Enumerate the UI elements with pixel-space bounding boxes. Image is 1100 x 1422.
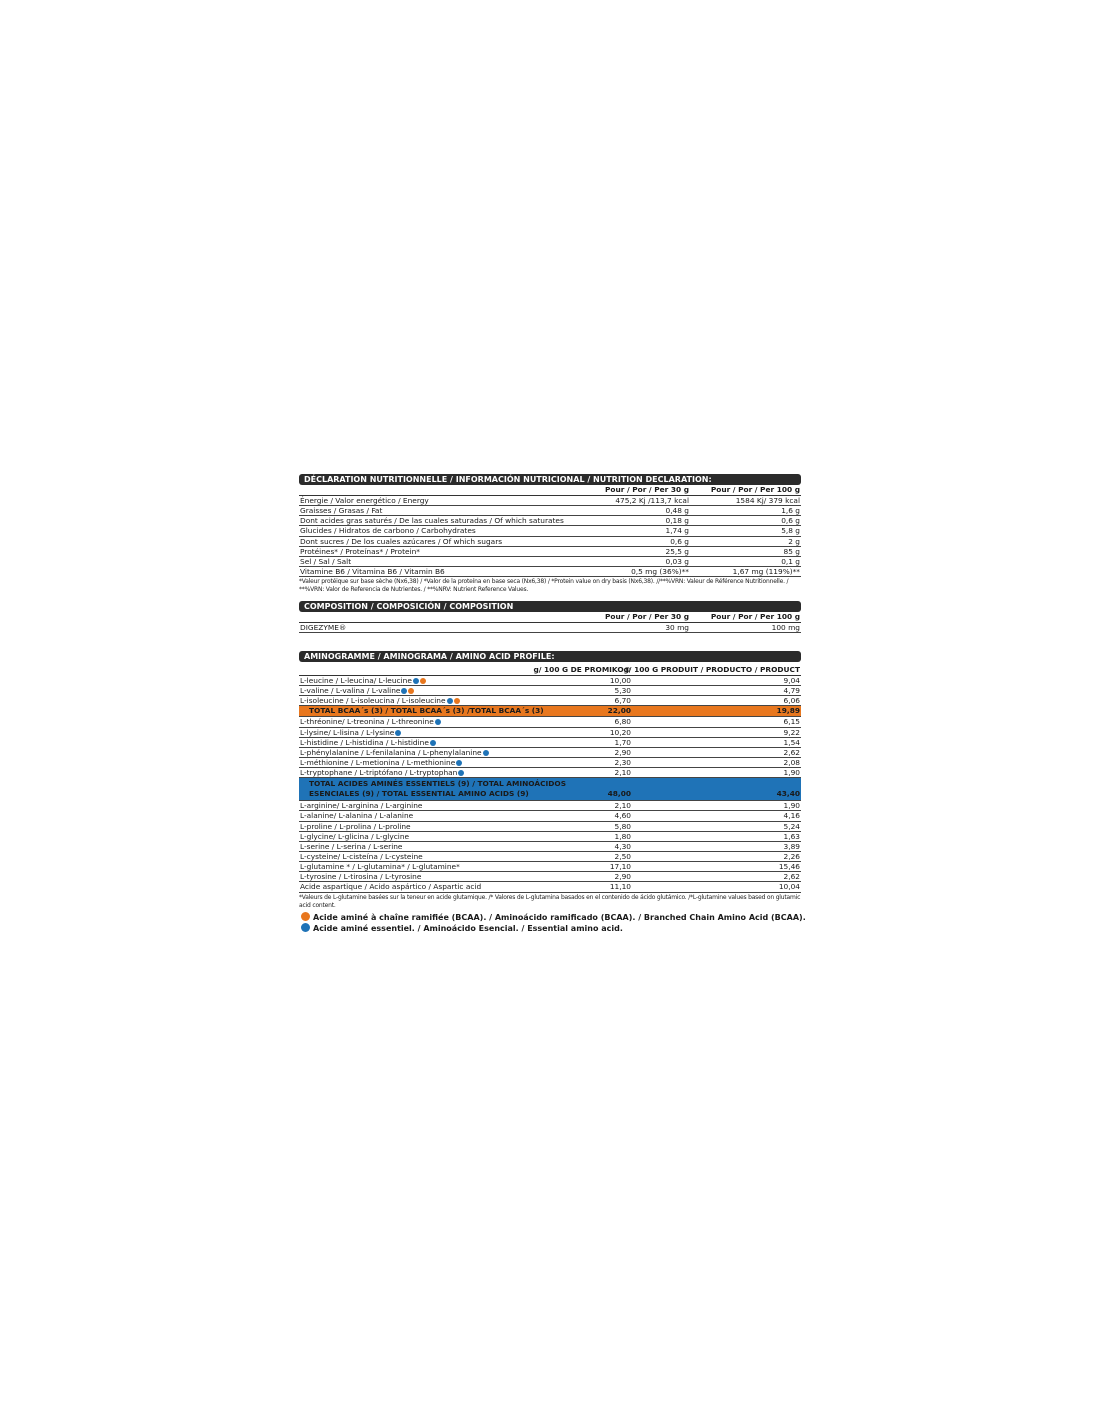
nutrition-declaration [299,474,801,594]
blue-dot-icon [430,740,436,746]
bcaa-total-row [299,706,801,717]
amino-value-2: 1,63 [783,831,800,841]
amino-name [300,872,421,881]
amino-value-1: 5,30 [614,686,631,696]
amino-name-text: L-isoleucine / L-isoleucina / L-isoleucine [300,696,446,706]
amino-name-text: L-méthionine / L-metionina / L-methionine [300,757,456,767]
bcaa-total-promiko: 22,00 [607,706,631,716]
nutrition-name [300,506,382,515]
amino-value-2: 1,90 [783,801,800,811]
blue-dot-icon [447,698,453,704]
essential-total-row [299,778,801,801]
amino-name [300,852,423,861]
nutrition-value-2: 85 g [783,546,800,556]
nutrition-name [300,567,445,576]
amino-value-1: 6,80 [614,717,631,727]
amino-value-1: 11,10 [609,882,631,892]
amino-row [299,758,801,768]
nutrition-rows [299,496,801,577]
amino-value-2: 9,22 [783,727,800,737]
composition-title: COMPOSITION / COMPOSICIÓN / COMPOSITION [299,601,801,612]
nutrition-value-1: 0,18 g [665,516,689,526]
amino-row [299,728,801,738]
amino-value-1: 4,60 [614,811,631,821]
nutrition-value-2: 1,6 g [781,506,800,516]
composition-section [299,601,801,633]
amino-name [300,842,402,851]
amino-value-2: 9,04 [783,676,800,685]
nutrition-name [300,547,420,556]
amino-name [300,768,464,777]
amino-rows-other [299,801,801,892]
nutrition-row [299,506,801,516]
nutrition-footnote: *Valeur protéique sur base sèche (Nx6,38) / *Valor de la proteína en base seca (Nx6,38) / *Protein value on dry basis (Nx6,38). //**%VRN: Valeur de Référence Nutritionnelle. / **%VRN: Valor de Referencia de Nutrientes. / **%NRV: Nutrient Reference Values. [299,578,789,594]
amino-value-1: 6,70 [614,696,631,706]
essential-total-product: 43,40 [776,789,800,799]
amino-name-text: L-leucine / L-leucina/ L-leucine [300,676,412,685]
amino-value-1: 2,50 [614,851,631,861]
amino-name [300,686,414,695]
amino-row [299,801,801,811]
amino-name-text: L-tryptophane / L-triptófano / L-tryptophan [300,768,458,778]
bcaa-total-product: 19,89 [776,706,800,716]
amino-value-2: 1,90 [783,768,800,778]
nutrition-header [299,485,801,496]
composition-rows [299,623,801,633]
nutrition-row [299,516,801,526]
amino-value-1: 2,10 [614,768,631,778]
amino-name-text: L-histidine / L-histidina / L-histidine [300,737,429,747]
nutrition-name-text: Dont acides gras saturés / De las cuales saturadas / Of which saturates [300,516,564,526]
amino-value-1: 2,90 [614,872,631,882]
amino-name-text: Acide aspartique / Acido aspártico / Aspartic acid [300,882,482,892]
essential-total-label: TOTAL ACIDES AMINÉS ESSENTIELS (9) / TOTAL AMINOÁCIDOS ESENCIALES (9) / TOTAL ESSENTIAL AMINO ACIDS (9) [309,779,567,799]
legend-essential-text: Acide aminé essentiel. / Aminoácido Esencial. / Essential amino acid. [313,923,623,933]
amino-title: AMINOGRAMME / AMINOGRAMA / AMINO ACID PROFILE: [299,651,801,662]
nutrition-col-100g: Pour / Por / Per 100 g [710,485,800,494]
amino-value-1: 2,30 [614,757,631,767]
amino-value-2: 10,04 [778,882,800,892]
amino-value-2: 6,06 [783,696,800,706]
amino-value-1: 2,10 [614,801,631,811]
composition-header [299,612,801,623]
nutrition-title: DÉCLARATION NUTRITIONNELLE / INFORMACIÓN NUTRICIONAL / NUTRITION DECLARATION: [299,474,801,485]
amino-rows-bcaa [299,676,801,706]
orange-dot-icon [408,688,414,694]
composition-row [299,623,801,633]
nutrition-name-text: Graisses / Grasas / Fat [300,506,383,516]
nutrition-row [299,537,801,547]
legend-bcaa-text: Acide aminé à chaîne ramifiée (BCAA). / Aminoácido ramificado (BCAA). / Branched Chain Amino Acid (BCAA). [313,912,806,922]
nutrition-value-2: 1584 Kj/ 379 kcal [735,496,800,505]
amino-name [300,758,462,767]
amino-name [300,696,460,705]
amino-value-1: 5,80 [614,821,631,831]
amino-name-text: L-valine / L-valina / L-valine [300,686,401,696]
amino-name-text: L-alanine/ L-alanina / L-alanine [300,811,414,821]
amino-name-text: L-proline / L-prolina / L-proline [300,821,411,831]
amino-name [300,832,409,841]
blue-dot-icon [483,750,489,756]
orange-dot-icon [454,698,460,704]
nutrition-value-2: 0,1 g [781,556,800,566]
amino-value-2: 2,08 [783,757,800,767]
nutrition-name-text: Dont sucres / De los cuales azúcares / Of which sugars [300,536,503,546]
composition-name [300,623,346,632]
nutrition-value-1: 25,5 g [665,546,689,556]
amino-row [299,717,801,727]
amino-col-product: g/ 100 G PRODUIT / PRODUCTO / PRODUCT [623,665,800,674]
amino-value-2: 6,15 [783,717,800,727]
bcaa-total-label: TOTAL BCAA´s (3) / TOTAL BCAA´s (3) /TOTAL BCAA´s (3) [309,706,544,716]
amino-name [300,748,489,757]
amino-value-2: 3,89 [783,841,800,851]
blue-dot-icon [458,770,464,776]
blue-dot-icon [435,719,441,725]
nutrition-row [299,526,801,536]
composition-col-100g: Pour / Por / Per 100 g [710,612,800,621]
composition-col-30g: Pour / Por / Per 30 g [604,612,689,621]
amino-value-2: 15,46 [778,862,800,872]
amino-row [299,738,801,748]
amino-footnote: *Valeurs de L-glutamine basées sur la teneur en acide glutamique. /* Valores de L-glutamina basados en el contenido de ácido glutámico. /*L-glutamine values based on glutamic acid content. [299,893,801,909]
amino-row [299,822,801,832]
nutrition-row [299,496,801,506]
nutrition-name [300,537,502,546]
nutrition-name [300,496,429,505]
amino-name-text: L-phénylalanine / L-fenilalanina / L-phenylalanine [300,747,482,757]
nutrition-name-text: Vitamine B6 / Vitamina B6 / Vitamin B6 [300,566,445,576]
essential-total-promiko: 48,00 [607,789,631,799]
amino-row [299,768,801,778]
amino-name-text: L-glycine/ L-glicina / L-glycine [300,831,410,841]
nutrition-value-1: 0,5 mg (36%)** [631,566,689,576]
amino-row [299,811,801,821]
amino-name-text: L-thréonine/ L-treonina / L-threonine [300,717,434,727]
amino-row [299,832,801,842]
amino-name-text: L-tyrosine / L-tirosina / L-tyrosine [300,872,422,882]
amino-row [299,748,801,758]
nutrition-name [300,516,564,525]
amino-name-text: L-cysteine/ L-cisteína / L-cysteine [300,851,423,861]
amino-name [300,811,413,820]
amino-name-text: L-glutamine * / L-glutamina* / L-glutamine* [300,862,460,872]
amino-value-2: 2,62 [783,747,800,757]
amino-value-2: 1,54 [783,737,800,747]
nutrition-col-30g: Pour / Por / Per 30 g [604,485,689,494]
nutrition-value-2: 2 g [788,536,800,546]
amino-value-2: 2,26 [783,851,800,861]
amino-value-2: 2,62 [783,872,800,882]
amino-col-promiko: g/ 100 G DE PROMIKO® [533,665,631,674]
nutrition-name-text: Protéines* / Proteínas* / Protein* [300,546,420,556]
blue-dot-icon [395,730,401,736]
amino-row [299,676,801,686]
amino-row [299,882,801,892]
composition-value-1: 30 mg [665,623,689,632]
orange-dot-icon [420,678,426,684]
amino-header [299,665,801,676]
amino-value-1: 2,90 [614,747,631,757]
amino-value-1: 17,10 [609,862,631,872]
amino-value-2: 4,16 [783,811,800,821]
nutrition-row [299,567,801,577]
nutrition-name-text: Glucides / Hidratos de carbono / Carbohydrates [300,526,476,536]
nutrition-value-1: 0,6 g [670,536,689,546]
amino-name [300,717,441,726]
amino-value-2: 5,24 [783,821,800,831]
amino-acid-profile [299,651,806,934]
amino-value-1: 10,00 [609,676,631,685]
amino-row [299,686,801,696]
amino-value-1: 10,20 [609,727,631,737]
nutrition-value-1: 1,74 g [665,526,689,536]
amino-row [299,852,801,862]
amino-row [299,862,801,872]
nutrition-name [300,557,351,566]
nutrition-value-1: 0,48 g [665,506,689,516]
nutrition-value-1: 0,03 g [665,556,689,566]
nutrition-name [300,526,476,535]
blue-dot-icon [413,678,419,684]
nutrition-value-2: 5,8 g [781,526,800,536]
nutrition-name-text: Énergie / Valor energético / Energy [300,496,429,505]
amino-value-1: 1,70 [614,737,631,747]
blue-dot-icon [301,923,310,932]
nutrition-value-2: 0,6 g [781,516,800,526]
amino-name [300,862,460,871]
amino-row [299,842,801,852]
amino-name-text: L-lysine/ L-lisina / L-lysine [300,727,395,737]
amino-name [300,676,426,685]
nutrition-row [299,547,801,557]
amino-name [300,882,481,891]
blue-dot-icon [401,688,407,694]
nutrition-value-2: 1,67 mg (119%)** [732,566,800,576]
blue-dot-icon [456,760,462,766]
legend-essential [299,923,801,934]
composition-name-text: DIGEZYME® [300,623,347,632]
amino-name [300,738,436,747]
orange-dot-icon [301,912,310,921]
nutrition-row [299,557,801,567]
nutrition-name-text: Sel / Sal / Salt [300,556,352,566]
amino-value-2: 4,79 [783,686,800,696]
legend-bcaa [299,912,806,923]
amino-name [300,822,411,831]
amino-value-1: 4,30 [614,841,631,851]
amino-row [299,696,801,706]
amino-row [299,872,801,882]
composition-value-2: 100 mg [771,623,800,632]
amino-rows-essential [299,717,801,778]
amino-name [300,801,422,810]
amino-name [300,728,401,737]
amino-value-1: 1,80 [614,831,631,841]
amino-name-text: L-arginine/ L-arginina / L-arginine [300,801,423,811]
amino-name-text: L-serine / L-serina / L-serine [300,841,403,851]
nutrition-value-1: 475,2 Kj /113,7 kcal [615,496,689,505]
